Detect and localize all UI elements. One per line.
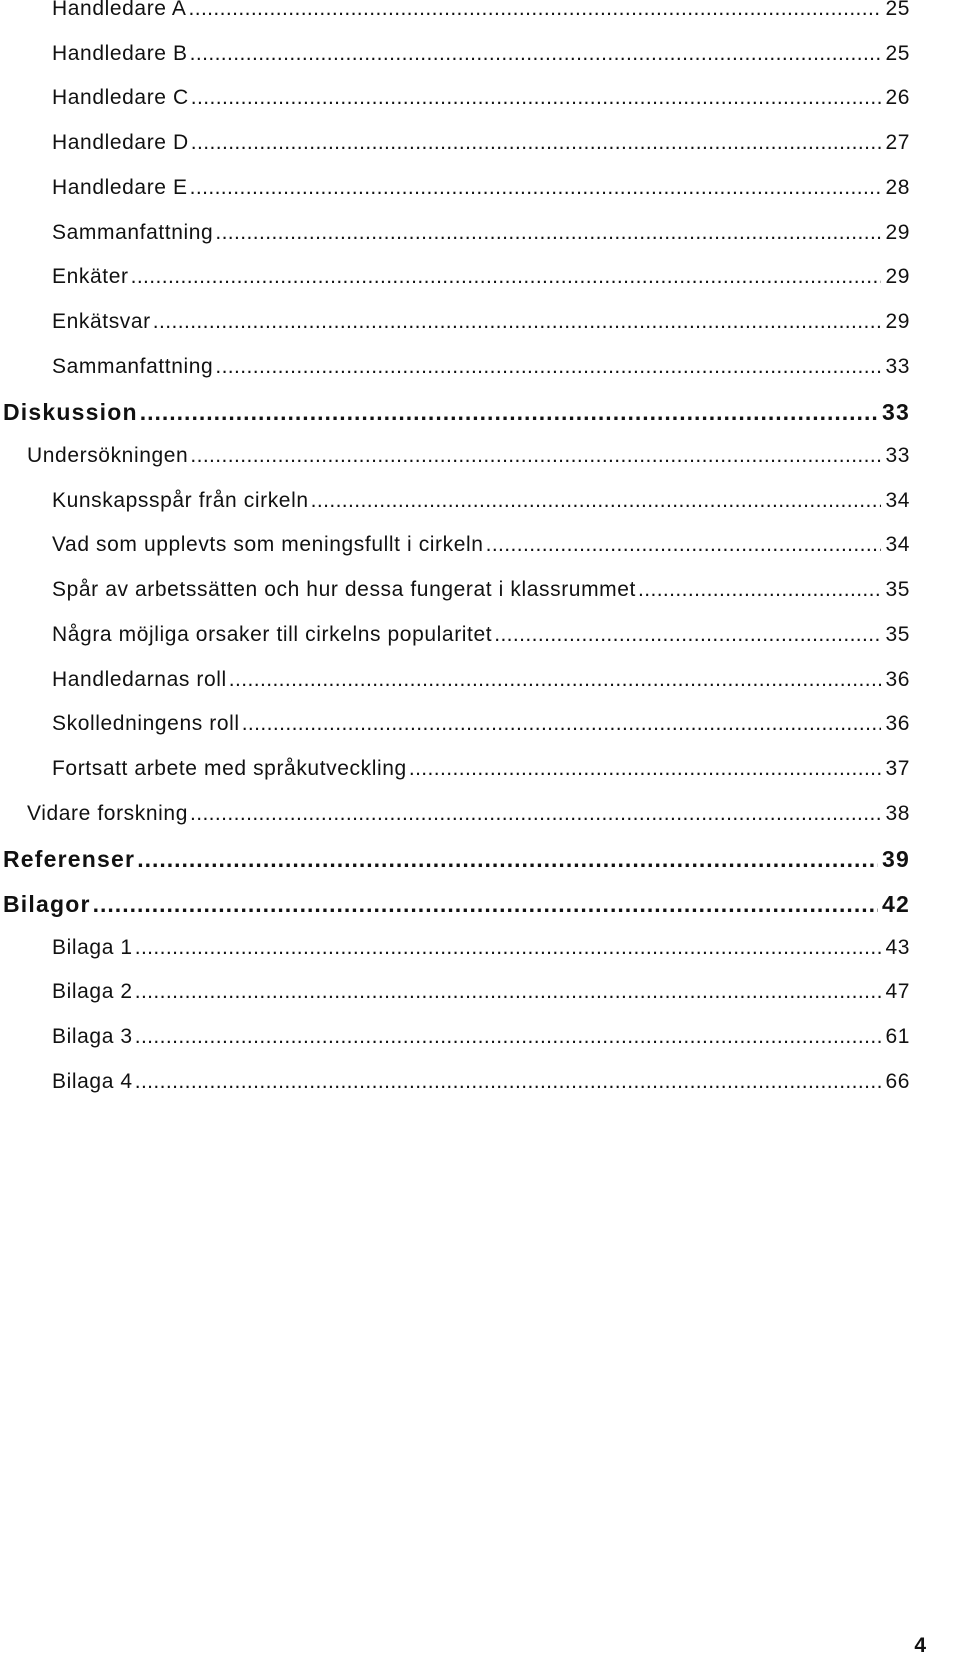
- toc-entry-label: Undersökningen: [27, 444, 189, 467]
- toc-entry-label: Diskussion: [3, 399, 138, 426]
- toc-entry-label: Handledare C: [52, 86, 189, 110]
- toc-entry-label: Några möjliga orsaker till cirkelns popularitet: [52, 622, 493, 646]
- toc-entry[interactable]: [52, 310, 910, 340]
- toc-entry-label: Handledare A: [52, 0, 187, 20]
- toc-entry[interactable]: [3, 846, 910, 876]
- toc-dot-leader: [191, 131, 882, 155]
- toc-entry-page: 61: [885, 1025, 910, 1049]
- toc-entry[interactable]: [52, 668, 910, 698]
- toc-entry-page: 33: [885, 444, 910, 467]
- toc-entry-page: 43: [885, 935, 910, 959]
- toc-dot-leader: [409, 757, 882, 781]
- toc-entry-page: 38: [885, 801, 910, 825]
- toc-dot-leader: [215, 355, 881, 379]
- toc-entry-page: 25: [885, 41, 910, 65]
- toc-dot-leader: [229, 668, 882, 692]
- toc-entry-label: Bilagor: [3, 891, 91, 917]
- toc-dot-leader: [137, 846, 878, 873]
- toc-dot-leader: [191, 86, 882, 110]
- toc-entry-label: Fortsatt arbete med språkutveckling: [52, 756, 407, 780]
- toc-entry[interactable]: [3, 399, 910, 429]
- toc-dot-leader: [190, 444, 881, 468]
- toc-entry-label: Enkätsvar: [52, 309, 151, 333]
- toc-entry[interactable]: [27, 444, 910, 474]
- toc-entry-page: 27: [885, 131, 910, 155]
- toc-dot-leader: [135, 1070, 882, 1094]
- toc-entry-label: Bilaga 4: [52, 1069, 133, 1093]
- toc-dot-leader: [638, 578, 881, 602]
- toc-dot-leader: [188, 0, 881, 21]
- toc-entry[interactable]: [52, 757, 910, 787]
- toc-dot-leader: [93, 891, 878, 918]
- toc-entry-page: 34: [885, 488, 910, 512]
- toc-dot-leader: [486, 533, 882, 557]
- toc-dot-leader: [131, 265, 882, 289]
- toc-entry-page: 33: [882, 399, 910, 426]
- toc-entry-label: Bilaga 3: [52, 1025, 133, 1049]
- toc-entry-label: Vidare forskning: [27, 801, 188, 825]
- toc-entry[interactable]: [52, 0, 910, 27]
- toc-entry-page: 25: [885, 0, 910, 20]
- toc-entry-label: Bilaga 1: [52, 935, 133, 959]
- toc-entry-page: 26: [885, 86, 910, 110]
- toc-entry-page: 66: [885, 1069, 910, 1093]
- toc-dot-leader: [190, 42, 882, 66]
- toc-dot-leader: [153, 310, 882, 334]
- toc-entry[interactable]: [52, 176, 910, 206]
- toc-entry-page: 42: [882, 891, 910, 917]
- toc-entry-page: 33: [885, 354, 910, 378]
- toc-entry-label: Sammanfattning: [52, 354, 214, 378]
- toc-entry-label: Sammanfattning: [52, 220, 214, 244]
- toc-entry-page: 28: [885, 175, 910, 199]
- toc-entry[interactable]: [52, 980, 910, 1010]
- toc-entry-page: 35: [885, 578, 910, 602]
- toc-entry-label: Referenser: [3, 846, 136, 873]
- toc-entry[interactable]: [52, 712, 910, 742]
- toc-dot-leader: [190, 802, 881, 826]
- toc-entry[interactable]: [52, 355, 910, 385]
- toc-dot-leader: [215, 221, 881, 245]
- toc-entry-page: 34: [885, 533, 910, 557]
- toc-dot-leader: [135, 1025, 882, 1049]
- toc-dot-leader: [311, 489, 882, 513]
- toc-entry[interactable]: [52, 936, 910, 966]
- toc-entry-label: Vad som upplevts som meningsfullt i cirkeln: [52, 533, 484, 557]
- toc-entry[interactable]: [52, 1070, 910, 1100]
- toc-entry[interactable]: [52, 578, 910, 608]
- toc-entry[interactable]: [52, 265, 910, 295]
- toc-dot-leader: [135, 936, 882, 960]
- toc-entry[interactable]: [52, 623, 910, 653]
- toc-entry-page: 36: [885, 667, 910, 691]
- toc-entry-page: 29: [885, 220, 910, 244]
- toc-entry[interactable]: [52, 533, 910, 563]
- toc-entry-label: Skolledningens roll: [52, 712, 240, 736]
- toc-entry[interactable]: [52, 131, 910, 161]
- toc-dot-leader: [494, 623, 881, 647]
- toc-entry-label: Handledarnas roll: [52, 667, 227, 691]
- toc-entry-page: 29: [885, 309, 910, 333]
- toc-entry-label: Handledare B: [52, 41, 188, 65]
- toc-entry-page: 47: [885, 980, 910, 1004]
- toc-entry[interactable]: [3, 891, 910, 921]
- toc-entry[interactable]: [52, 489, 910, 519]
- toc-entry-label: Enkäter: [52, 265, 129, 289]
- toc-entry-label: Bilaga 2: [52, 980, 133, 1004]
- toc-entry[interactable]: [52, 42, 910, 72]
- toc-dot-leader: [135, 980, 882, 1004]
- toc-entry-label: Handledare E: [52, 175, 188, 199]
- toc-dot-leader: [242, 712, 882, 736]
- toc-entry-page: 35: [885, 622, 910, 646]
- toc-entry-page: 37: [885, 756, 910, 780]
- toc-entry-label: Spår av arbetssätten och hur dessa fungerat i klassrummet: [52, 578, 636, 602]
- toc-entry-page: 29: [885, 265, 910, 289]
- toc-entry[interactable]: [27, 802, 910, 832]
- toc-entry[interactable]: [52, 1025, 910, 1055]
- toc-entry-label: Kunskapsspår från cirkeln: [52, 488, 309, 512]
- page-number: 4: [914, 1634, 926, 1657]
- toc-dot-leader: [190, 176, 882, 200]
- toc-entry-page: 39: [882, 846, 910, 873]
- toc-entry[interactable]: [52, 86, 910, 116]
- toc-dot-leader: [140, 399, 878, 426]
- toc-entry-page: 36: [885, 712, 910, 736]
- toc-entry[interactable]: [52, 221, 910, 251]
- toc-entry-label: Handledare D: [52, 131, 189, 155]
